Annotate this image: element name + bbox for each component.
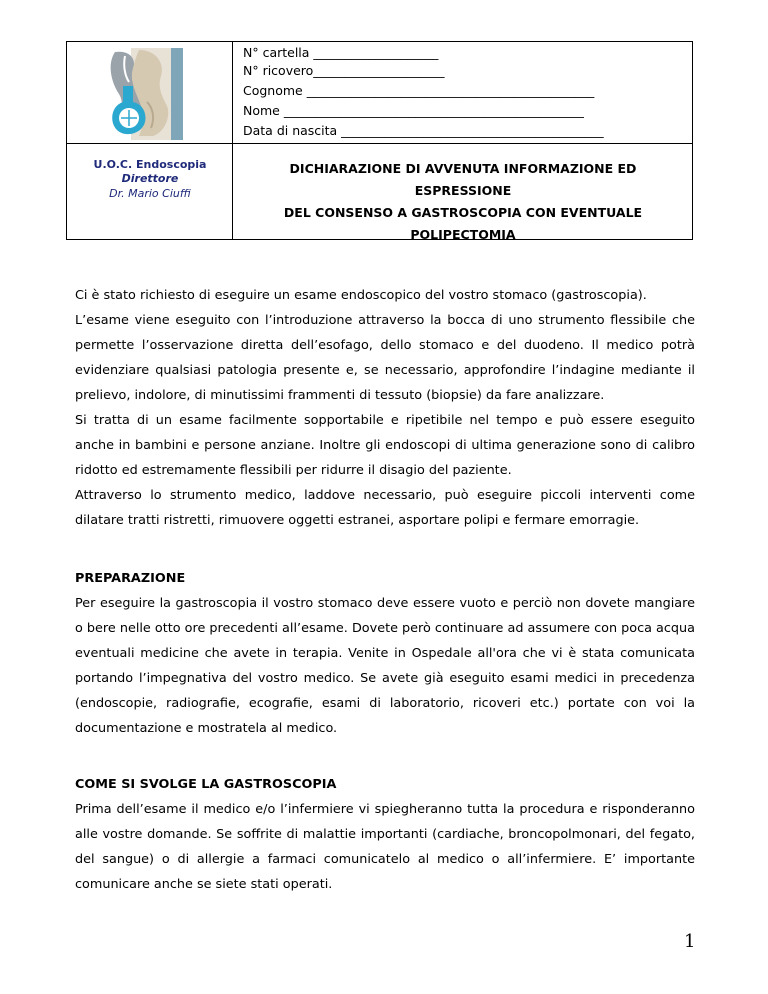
patient-fields-cell <box>233 42 692 144</box>
department-director: Dr. Mario Ciuffi <box>109 187 191 200</box>
intro-paragraph-1: Ci è stato richiesto di eseguire un esame endoscopico del vostro stomaco (gastroscopia). <box>75 288 647 303</box>
intro-paragraph-4: Attraverso lo strumento medico, laddove necessario, può eseguire piccoli interventi come dilatare tratti ristretti, rimuovere oggetti estranei, asportare polipi e fermare emorragie. <box>75 488 695 528</box>
field-ricovero[interactable]: N° ricovero_____________________ <box>243 63 445 78</box>
section-heading: COME SI SVOLGE LA GASTROSCOPIA <box>75 777 337 792</box>
field-cartella[interactable]: N° cartella ____________________ <box>243 45 439 60</box>
intro-paragraph-2: L’esame viene eseguito con l’introduzione attraverso la bocca di uno strumento flessibile che permette l’osservazione diretta dell’esofago, dello stomaco e del duodeno. Il medico potrà evidenziare qualsiasi patologia presente e, se necessario, approfondire l’indagine mediante il prelievo, indolore, di minutissimi frammenti di tessuto (biopsie) da fare analizzare. <box>75 313 695 403</box>
field-data-di-nascita[interactable]: Data di nascita __________________________________________ <box>243 123 604 138</box>
logo-cell <box>67 42 233 144</box>
document-title <box>243 158 683 246</box>
section-paragraph: Prima dell’esame il medico e/o l’infermiere vi spiegheranno tutta la procedura e risponderanno alle vostre domande. Se soffrite di malattie importanti (cardiache, broncopolmonari, del fegato, del sangue) o di allergie a farmaci comunicatelo al medico o all’infermiere. E’ importante comunicare anche se siete stati operati. <box>75 802 695 892</box>
title-line-2: DEL CONSENSO A GASTROSCOPIA CON EVENTUALE <box>283 205 643 220</box>
department-role: Direttore <box>121 172 179 185</box>
procedura-section <box>75 772 695 897</box>
page-number: 1 <box>684 931 696 952</box>
field-cognome[interactable]: Cognome ______________________________________________ <box>243 83 595 98</box>
section-paragraph: Per eseguire la gastroscopia il vostro stomaco deve essere vuoto e perciò non dovete mangiare o bere nelle otto ore precedenti all’esame. Dovete però continuare ad assumere con poca acqua eventuali medicine che avete in terapia. Venite in Ospedale all'ora che vi è stata comunicata portando l’impegnativa del vostro medico. Se avete già eseguito esami medici in precedenza (endoscopie, radiografie, ecografie, esami di laboratorio, ricoveri etc.) portate con voi la documentazione e mostratela al medico. <box>75 596 695 736</box>
title-line-3: POLIPECTOMIA <box>410 227 516 242</box>
header-table <box>66 41 693 240</box>
section-heading: PREPARAZIONE <box>75 571 186 586</box>
hospital-logo <box>67 42 231 142</box>
title-cell <box>233 144 692 242</box>
department-cell <box>67 144 233 239</box>
intro-paragraph-3: Si tratta di un esame facilmente sopportabile e ripetibile nel tempo e può essere eseguito anche in bambini e persone anziane. Inoltre gli endoscopi di ultima generazione sono di calibro ridotto ed estremamente flessibili per ridurre il disagio del paziente. <box>75 413 695 478</box>
preparazione-section <box>75 566 695 741</box>
field-nome[interactable]: Nome ________________________________________________ <box>243 103 584 118</box>
intro-section <box>75 283 695 533</box>
title-line-1: DICHIARAZIONE DI AVVENUTA INFORMAZIONE ED ESPRESSIONE <box>289 161 637 198</box>
department-name: U.O.C. Endoscopia <box>93 158 207 171</box>
